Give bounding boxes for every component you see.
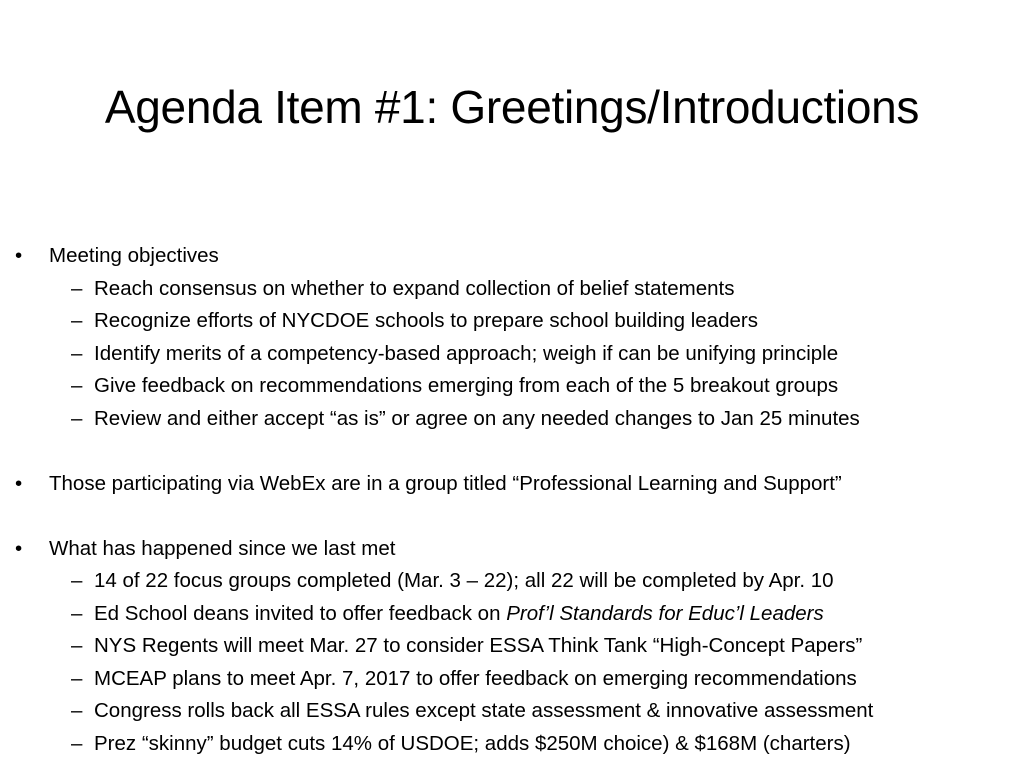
dash-icon: – — [71, 699, 83, 722]
dash-icon: – — [71, 601, 83, 625]
spacer — [0, 500, 1024, 533]
sub-item — [0, 663, 1024, 696]
spacer — [0, 435, 1024, 468]
bullet-meeting-objectives — [0, 240, 1024, 273]
sub-item — [0, 403, 1024, 436]
slide-title: Agenda Item #1: Greetings/Introductions — [104, 81, 920, 133]
sub-item-text: NYS Regents will meet Mar. 27 to consider ESSA Think Tank “High-Concept Papers” — [94, 634, 863, 657]
dash-icon: – — [71, 276, 83, 300]
slide-body — [0, 240, 1024, 760]
sub-item-text: MCEAP plans to meet Apr. 7, 2017 to offer feedback on emerging recommendations — [94, 666, 857, 690]
bullet-text: Those participating via WebEx are in a group titled “Professional Learning and Support” — [49, 471, 842, 495]
sub-item-text: Recognize efforts of NYCDOE schools to prepare school building leaders — [94, 309, 758, 332]
sub-item — [0, 370, 1024, 403]
dash-icon: – — [71, 634, 83, 657]
sub-item-text: Prez “skinny” budget cuts 14% of USDOE; adds $250M choice) & $168M (charters) — [94, 731, 851, 755]
dash-icon: – — [71, 731, 83, 755]
dash-icon: – — [71, 374, 83, 397]
sub-item — [0, 598, 1024, 631]
bullet-icon: • — [15, 471, 23, 495]
sub-item — [0, 695, 1024, 728]
dash-icon: – — [71, 406, 83, 430]
sub-item — [0, 273, 1024, 306]
bullet-text: What has happened since we last met — [49, 536, 396, 560]
sub-item — [0, 630, 1024, 663]
bullet-icon: • — [15, 244, 23, 267]
sub-item-text: Reach consensus on whether to expand collection of belief statements — [94, 276, 735, 300]
sub-item-text-plain: Ed School deans invited to offer feedback on — [94, 601, 507, 625]
dash-icon: – — [71, 341, 83, 365]
sub-item — [0, 338, 1024, 371]
sub-item — [0, 305, 1024, 338]
dash-icon: – — [71, 569, 83, 592]
dash-icon: – — [71, 666, 83, 690]
sub-item-text: Give feedback on recommendations emerging from each of the 5 breakout groups — [94, 374, 839, 397]
sub-item — [0, 728, 1024, 761]
sub-item — [0, 565, 1024, 598]
bullet-text: Meeting objectives — [49, 244, 219, 267]
sub-item-text: Review and either accept “as is” or agree on any needed changes to Jan 25 minutes — [94, 406, 860, 430]
sub-item-text: 14 of 22 focus groups completed (Mar. 3 – 22); all 22 will be completed by Apr. 10 — [94, 569, 834, 592]
sub-item-text-italic: Prof’l Standards for Educ’l Leaders — [506, 601, 824, 625]
sub-item-text — [94, 598, 824, 631]
bullet-since-last-met — [0, 533, 1024, 566]
sub-item-text: Congress rolls back all ESSA rules except state assessment & innovative assessment — [94, 699, 874, 722]
bullet-icon: • — [15, 536, 23, 560]
dash-icon: – — [71, 309, 83, 332]
bullet-webex — [0, 468, 1024, 501]
sub-item-text: Identify merits of a competency-based approach; weigh if can be unifying principle — [94, 341, 839, 365]
